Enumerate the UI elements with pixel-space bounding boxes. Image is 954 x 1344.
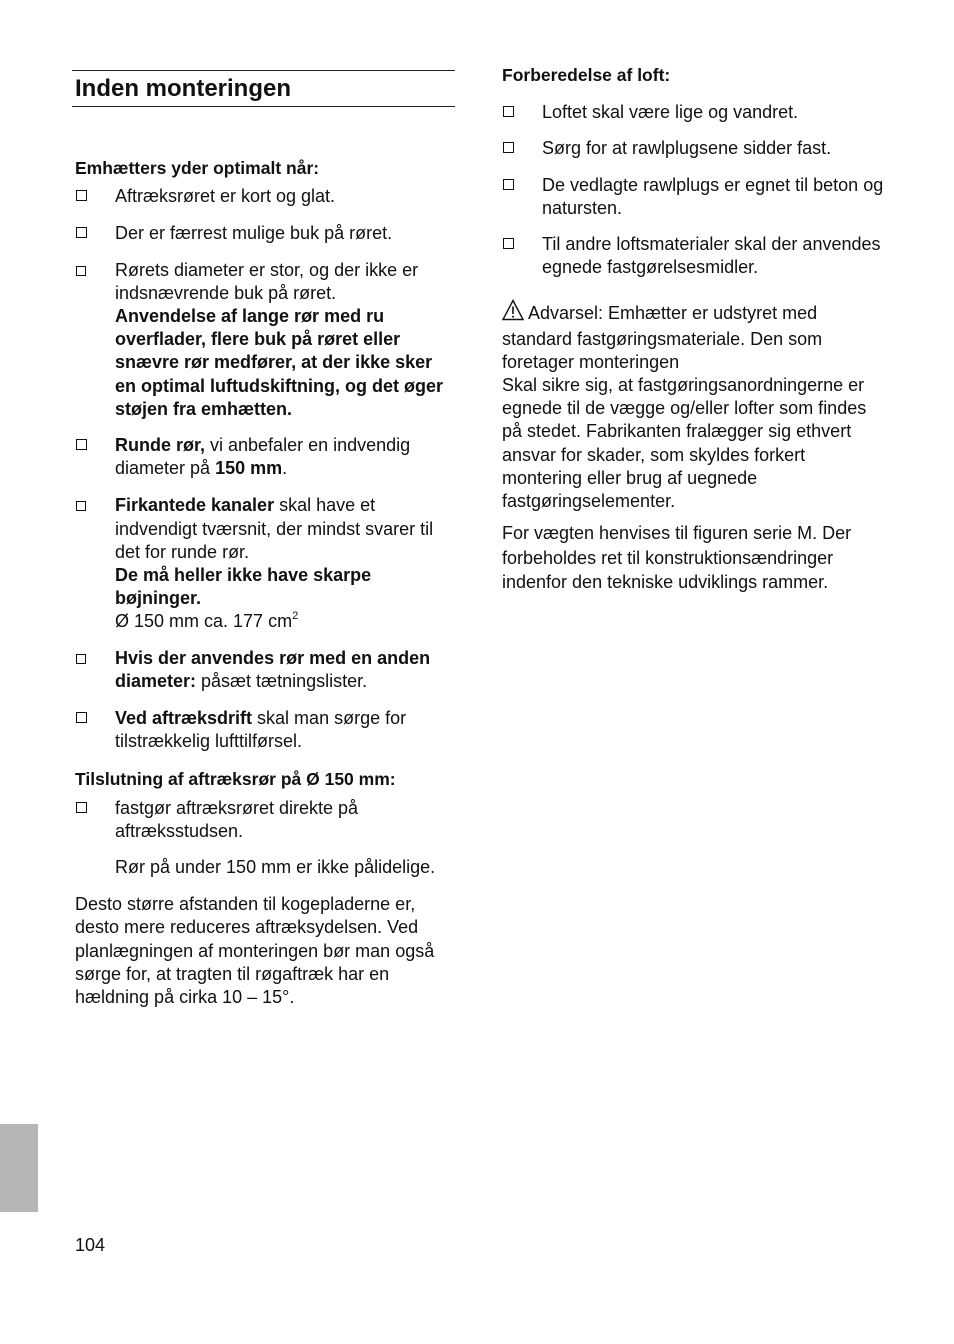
warning-continued: Skal sikre sig, at fastgøringsanordningerne er egnede til de vægge og/eller lofter som findes på stedet. Fabrikanten fralægger sig ethvert ansvar for skader, som skyldes forkert montering eller brug af uegnede fastgøringselementer. (502, 375, 867, 512)
checkbox-icon (503, 106, 514, 117)
optimal-heading: Emhætters yder optimalt når: (75, 158, 320, 178)
list-item-runde: Runde rør, vi anbefaler en indvendig diameter på 150 mm. (75, 434, 457, 480)
ceiling-heading: Forberedelse af loft: (502, 65, 671, 85)
weight-paragraph: For vægten henvises til figuren serie M. Der forbeholdes ret til konstruktionsændringer indenfor den tekniske udviklings rammer. (502, 523, 852, 593)
distance-paragraph: Desto større afstanden til kogepladerne er, desto mere reduceres aftræksydelsen. Ved planlægningen af monteringen bør man også sørge for, at tragten til røgaftræk har en hældning på cirka 10 – 15°. (75, 894, 435, 1008)
checkbox-icon (503, 142, 514, 153)
checkbox-icon (76, 266, 86, 276)
section-title: Inden monteringen (75, 75, 291, 102)
checkbox-icon (76, 712, 87, 723)
list-item: fastgør aftræksrøret direkte på aftræksstudsen. (75, 797, 457, 843)
connection-note: Rør på under 150 mm er ikke pålidelige. (115, 857, 436, 878)
list-item: De vedlagte rawlplugs er egnet til beton og natursten. (502, 174, 884, 220)
checkbox-icon (76, 802, 87, 813)
list-item: Til andre loftsmaterialer skal der anvendes egnede fastgørelsesmidler. (502, 233, 884, 279)
list-item: Sørg for at rawlplugsene sidder fast. (502, 137, 884, 160)
list-item-drift: Ved aftræksdrift skal man sørge for tilstrækkelig lufttilførsel. (75, 707, 457, 753)
checkbox-icon (76, 190, 87, 201)
warning-bold-text: Anvendelse af lange rør med ru overflader, flere buk på røret eller snævre rør medfører, at der ikke sker en optimal luftudskiftning, og det øger støjen fra emhætten. (115, 306, 443, 419)
checkbox-icon (503, 238, 514, 249)
connection-heading: Tilslutning af aftræksrør på Ø 150 mm: (75, 769, 396, 790)
checkbox-icon (76, 439, 87, 450)
page-number: 104 (75, 1235, 106, 1255)
checkbox-icon (76, 501, 86, 511)
list-item: Loftet skal være lige og vandret. (502, 101, 884, 124)
checkbox-icon (503, 179, 514, 190)
list-item-firkant: Firkantede kanaler skal have et indvendigt tværsnit, der mindst svarer til det for runde rør. De må heller ikke have skarpe bøjninger. Ø 150 mm ca. 177 $cm^2$ (75, 494, 457, 633)
warning-paragraph: Advarsel: Emhætter er udstyret med standard fastgøringsmateriale. Den som foretager monteringen (502, 299, 884, 374)
right-column (502, 64, 884, 595)
side-tab-marker (0, 1124, 38, 1212)
warning-triangle-icon (502, 299, 524, 327)
section-title-block (72, 70, 455, 107)
checkbox-icon (76, 227, 87, 238)
checkbox-icon (76, 654, 86, 664)
list-item: Aftræksrøret er kort og glat. (75, 185, 457, 208)
list-item: Rørets diameter er stor, og der ikke er indsnævrende buk på røret. Anvendelse af lange rør med ru overflader, flere buk på røret eller snævre rør medfører, at der ikke sker en optimal luftudskiftning, og det øger støjen fra emhætten. (75, 259, 457, 421)
list-item-diameter: Hvis der anvendes rør med en anden diameter: påsæt tætningslister. (75, 647, 457, 693)
list-item: Der er færrest mulige buk på røret. (75, 222, 457, 245)
left-column (75, 70, 457, 1009)
